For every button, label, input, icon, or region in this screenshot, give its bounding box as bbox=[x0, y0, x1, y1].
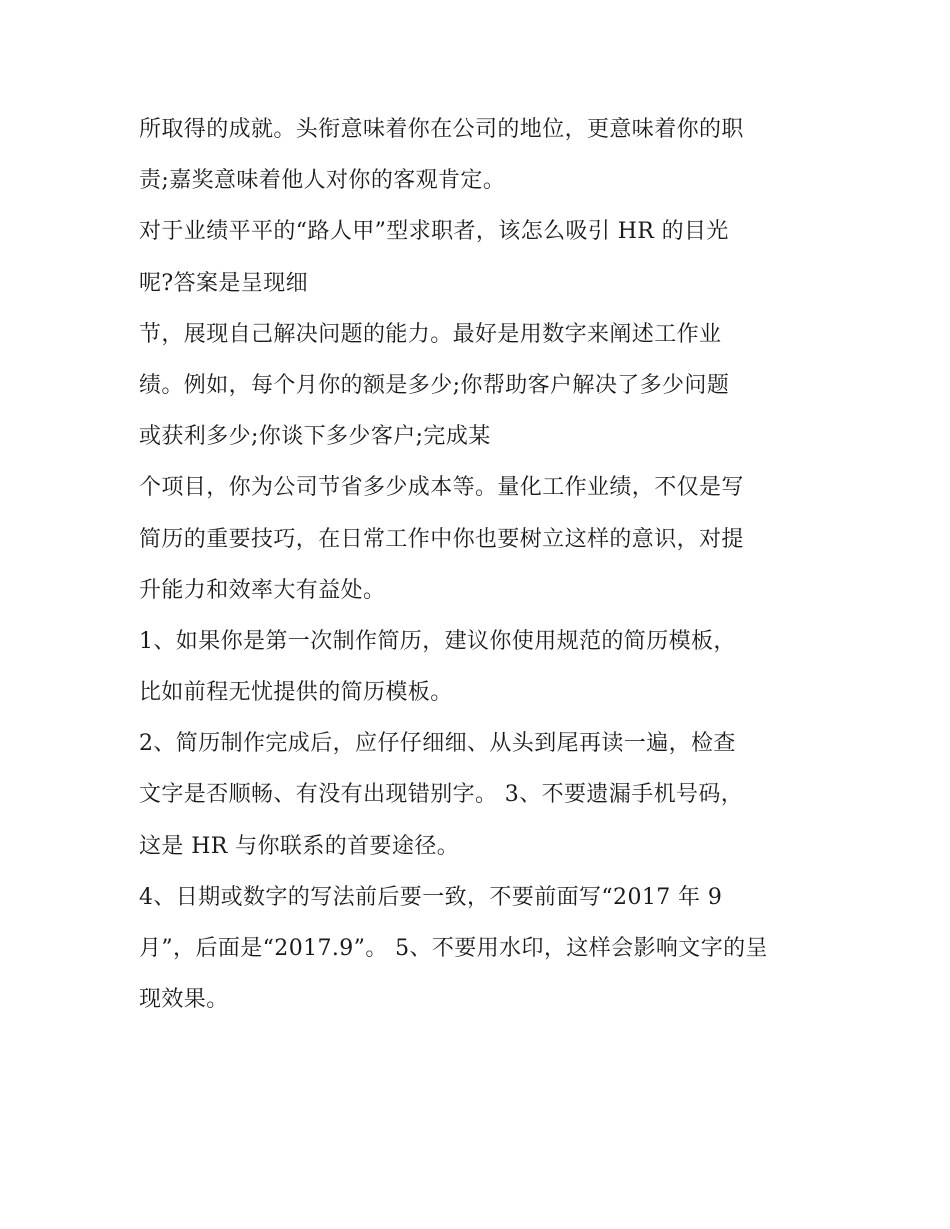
list-item-1: 1、如果你是第一次制作简历，建议你使用规范的简历模板， bbox=[139, 628, 736, 654]
list-item-5: 月”，后面是“2017.9”。 5、不要用水印，这样会影响文字的呈 bbox=[139, 936, 768, 961]
list-item-2: 2、简历制作完成后，应仔仔细细、从头到尾再读一遍，检查 bbox=[139, 731, 736, 757]
text-line: 升能力和效率大有益处。 bbox=[139, 577, 386, 603]
text-line: 所取得的成就。头衔意味着你在公司的地位，更意味着你的职 bbox=[139, 117, 744, 142]
list-item-3: 文字是否顺畅、有没有出现错别字。 3、不要遗漏手机号码， bbox=[139, 782, 744, 808]
body-text bbox=[139, 104, 839, 1025]
text-line: 节，展现自己解决问题的能力。最好是用数字来阐述工作业 bbox=[139, 321, 722, 347]
list-item-4: 4、日期或数字的写法前后要一致，不要前面写“2017 年 9 bbox=[139, 884, 723, 910]
text-line: 责;嘉奖意味着他人对你的客观肯定。 bbox=[139, 168, 506, 194]
text-line: 这是 HR 与你联系的首要途径。 bbox=[139, 833, 460, 859]
text-line: 呢?答案是呈现细 bbox=[139, 270, 308, 296]
text-line: 或获利多少;你谈下多少客户;完成某 bbox=[139, 424, 491, 450]
text-line: 个项目，你为公司节省多少成本等。量化工作业绩，不仅是写 bbox=[139, 475, 744, 501]
text-line: 比如前程无忧提供的简历模板。 bbox=[139, 680, 453, 706]
text-line: 现效果。 bbox=[139, 987, 229, 1013]
text-line: 绩。例如，每个月你的额是多少;你帮助客户解决了多少问题 bbox=[139, 372, 730, 398]
text-line: 简历的重要技巧，在日常工作中你也要树立这样的意识，对提 bbox=[139, 526, 744, 552]
text-line: 对于业绩平平的“路人甲”型求职者，该怎么吸引 HR 的目光 bbox=[139, 219, 729, 245]
